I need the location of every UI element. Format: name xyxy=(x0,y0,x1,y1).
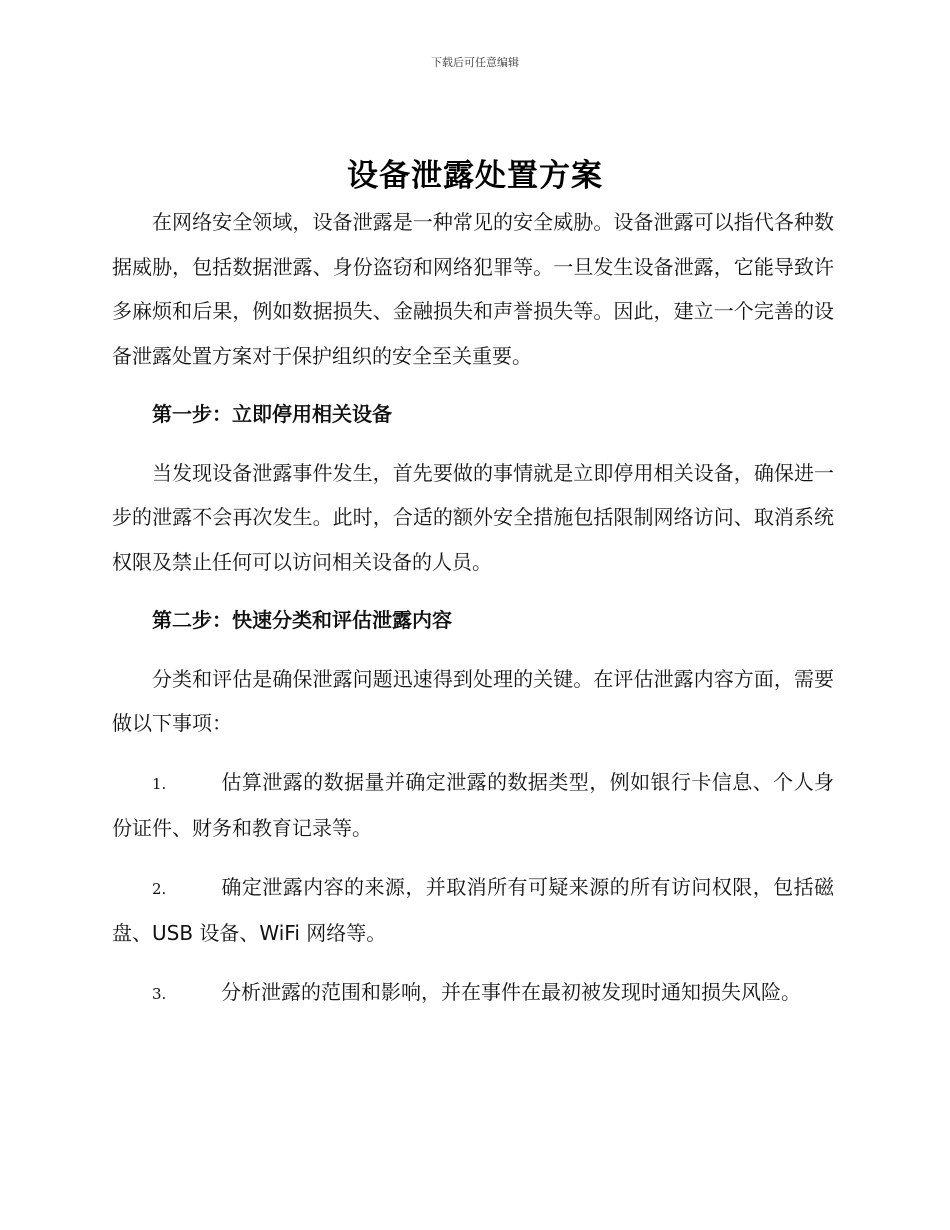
list-item xyxy=(112,865,834,956)
list-item xyxy=(112,970,834,1017)
list-item-text: 确定泄露内容的来源，并取消所有可疑来源的所有访问权限，包括磁盘、USB 设备、WiFi 网络等。 xyxy=(112,874,834,945)
step1-heading: 第一步：立即停用相关设备 xyxy=(152,402,392,426)
list-item-text: 分析泄露的范围和影响，并在事件在最初被发现时通知损失风险。 xyxy=(221,979,801,1004)
step2-paragraph: 分类和评估是确保泄露问题迅速得到处理的关键。在评估泄露内容方面，需要做以下事项： xyxy=(112,666,834,735)
list-item-number: 2. xyxy=(152,879,167,898)
header-note: 下载后可任意编辑 xyxy=(431,56,519,69)
step2-heading: 第二步：快速分类和评估泄露内容 xyxy=(152,608,452,632)
list-item-number: 3. xyxy=(152,984,167,1003)
list-item xyxy=(112,760,834,851)
step1-paragraph: 当发现设备泄露事件发生，首先要做的事情就是立即停用相关设备，确保进一步的泄露不会再次发生。此时，合适的额外安全措施包括限制网络访问、取消系统权限及禁止任何可以访问相关设备的人员。 xyxy=(112,460,834,574)
document-title: 设备泄露处置方案 xyxy=(347,158,603,194)
list-item-number: 1. xyxy=(152,774,167,793)
intro-paragraph: 在网络安全领域，设备泄露是一种常见的安全威胁。设备泄露可以指代各种数据威胁，包括数据泄露、身份盗窃和网络犯罪等。一旦发生设备泄露，它能导致许多麻烦和后果，例如数据损失、金融损失和声誉损失等。因此，建立一个完善的设备泄露处置方案对于保护组织的安全至关重要。 xyxy=(112,210,834,368)
list-item-text: 估算泄露的数据量并确定泄露的数据类型，例如银行卡信息、个人身份证件、财务和教育记录等。 xyxy=(112,769,834,840)
document-body xyxy=(112,200,834,1030)
